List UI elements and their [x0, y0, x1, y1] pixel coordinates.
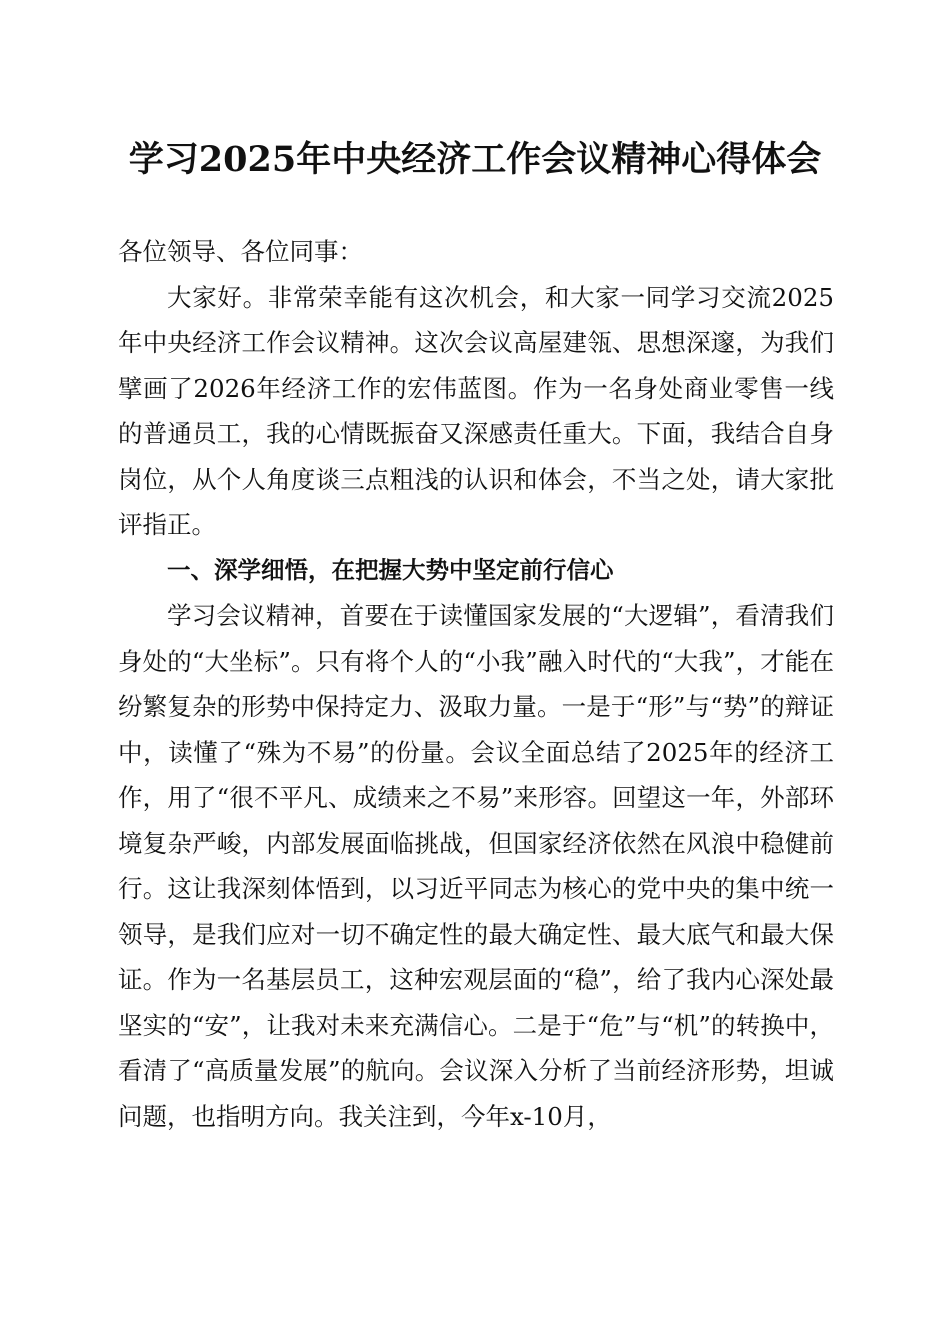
document-body [118, 229, 834, 1139]
salutation: 各位领导、各位同事： [118, 237, 363, 266]
section-1-paragraph: 学习会议精神，首要在于读懂国家发展的“大逻辑”，看清我们身处的“大坐标”。只有将个人的“小我”融入时代的“大我”，才能在纷繁复杂的形势中保持定力、汲取力量。一是于“形”与“势”的辩证中，读懂了“殊为不易”的份量。会议全面总结了2025年的经济工作，用了“很不平凡、成绩来之不易”来形容。回望这一年，外部环境复杂严峻，内部发展面临挑战，但国家经济依然在风浪中稳健前行。这让我深刻体悟到，以习近平同志为核心的党中央的集中统一领导，是我们应对一切不确定性的最大确定性、最大底气和最大保证。作为一名基层员工，这种宏观层面的“稳”，给了我内心深处最坚实的“安”，让我对未来充满信心。二是于“危”与“机”的转换中，看清了“高质量发展”的航向。会议深入分析了当前经济形势，坦诚问题，也指明方向。我关注到，今年x-10月， [118, 601, 834, 1131]
document-title: 学习2025年中央经济工作会议精神心得体会 [128, 139, 822, 180]
intro-paragraph: 大家好。非常荣幸能有这次机会，和大家一同学习交流2025年中央经济工作会议精神。这次会议高屋建瓴、思想深邃，为我们擘画了2026年经济工作的宏伟蓝图。作为一名身处商业零售一线的普通员工，我的心情既振奋又深感责任重大。下面，我结合自身岗位，从个人角度谈三点粗浅的认识和体会，不当之处，请大家批评指正。 [118, 282, 834, 539]
section-heading-1: 一、深学细悟，在把握大势中坚定前行信心 [167, 555, 614, 584]
